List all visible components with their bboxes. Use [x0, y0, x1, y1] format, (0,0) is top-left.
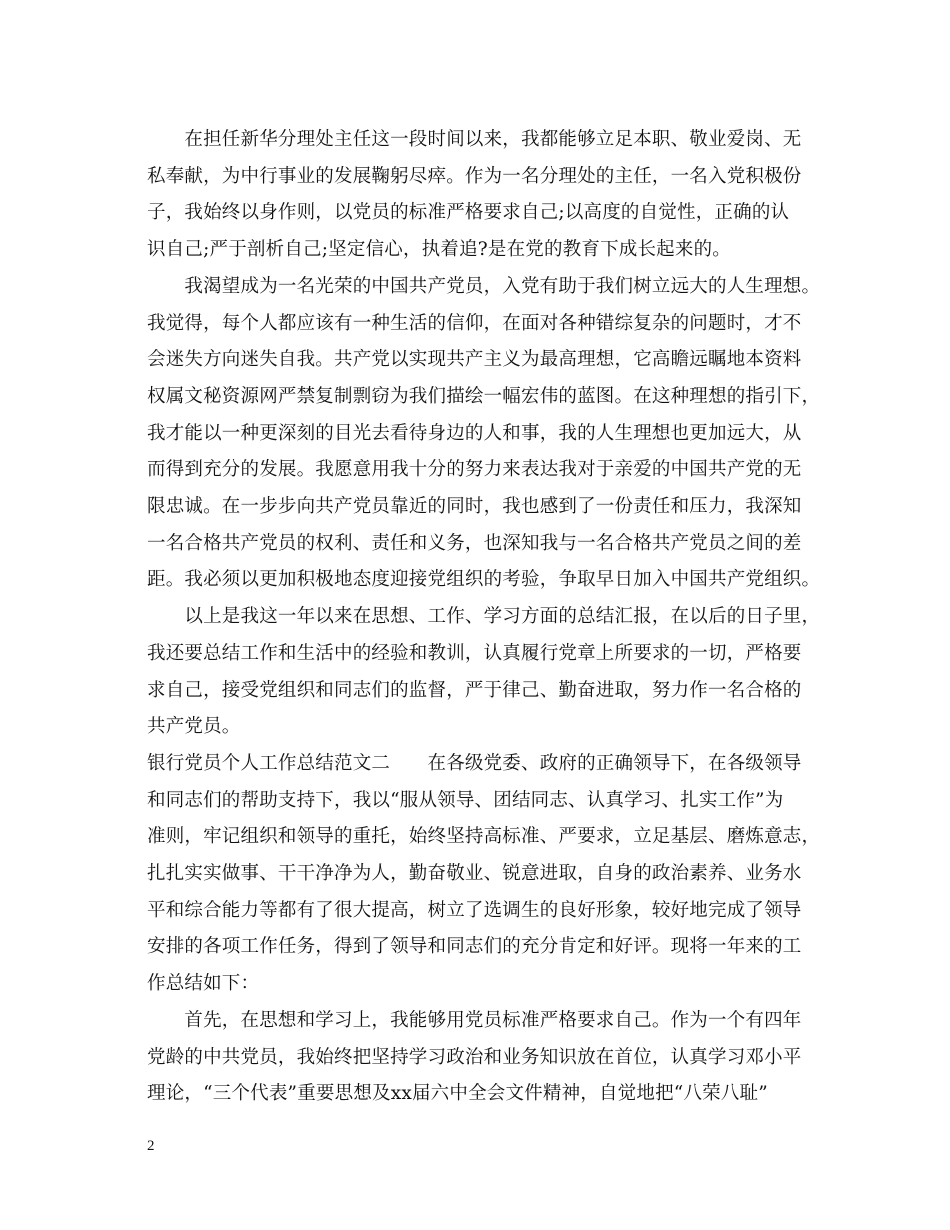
- text-line: 和同志们的帮助支持下，我以“服从领导、团结同志、认真学习、扎实工作”为: [147, 790, 784, 811]
- text-line: 识自己;严于剖析自己;坚定信心，执着追?是在党的教育下成长起来的。: [147, 239, 731, 260]
- text-line: 我才能以一种更深刻的目光去看待身边的人和事，我的人生理想也更加远大，从: [147, 423, 802, 444]
- text-line: 而得到充分的发展。我愿意用我十分的努力来表达我对于亲爱的中国共产党的无: [147, 459, 802, 480]
- text-line: 子，我始终以身作则，以党员的标准严格要求自己;以高度的自觉性，正确的认: [147, 202, 790, 223]
- text-line: 距。我必须以更加积极地态度迎接党组织的考验，争取早日加入中国共产党组织。: [147, 569, 821, 590]
- text-line: 共产党员。: [147, 716, 241, 737]
- text-line: 准则，牢记组织和领导的重托，始终坚持高标准、严要求，立足基层、磨炼意志，: [147, 826, 821, 847]
- text-line: 我渴望成为一名光荣的中国共产党员，入党有助于我们树立远大的人生理想。: [147, 276, 821, 297]
- page-number: 2: [147, 1138, 155, 1154]
- text-line: 权属文秘资源网严禁复制剽窃为我们描绘一幅宏伟的蓝图。在这种理想的指引下，: [147, 386, 821, 407]
- text-line: 我还要总结工作和生活中的经验和教训，认真履行党章上所要求的一切，严格要: [147, 643, 802, 664]
- text-line: 安排的各项工作任务，得到了领导和同志们的充分肯定和好评。现将一年来的工: [147, 936, 802, 957]
- text-line: 会迷失方向迷失自我。共产党以实现共产主义为最高理想，它高瞻远瞩地本资料: [147, 349, 802, 370]
- text-line: 理论，“三个代表”重要思想及xx届六中全会文件精神，自觉地把“八荣八耻”: [147, 1083, 768, 1104]
- text-line: 作总结如下：: [147, 973, 260, 994]
- text-line: 在担任新华分理处主任这一段时间以来，我都能够立足本职、敬业爱岗、无: [147, 129, 802, 150]
- text-line: 私奉献，为中行事业的发展鞠躬尽瘁。作为一名分理处的主任，一名入党积极份: [147, 166, 802, 187]
- text-line: 扎扎实实做事、干干净净为人，勤奋敬业、锐意进取，自身的政治素养、业务水: [147, 863, 802, 884]
- text-line: 我觉得，每个人都应该有一种生活的信仰，在面对各种错综复杂的问题时，才不: [147, 313, 802, 334]
- text-line: 求自己，接受党组织和同志们的监督，严于律己、勤奋进取，努力作一名合格的: [147, 680, 802, 701]
- text-line: 平和综合能力等都有了很大提高，树立了选调生的良好形象，较好地完成了领导: [147, 900, 802, 921]
- text-line: 一名合格共产党员的权利、责任和义务，也深知我与一名合格共产党员之间的差: [147, 533, 802, 554]
- text-line: 以上是我这一年以来在思想、工作、学习方面的总结汇报，在以后的日子里，: [147, 606, 821, 627]
- text-line: 党龄的中共党员，我始终把坚持学习政治和业务知识放在首位，认真学习邓小平: [147, 1047, 802, 1068]
- text-line: 限忠诚。在一步步向共产党员靠近的同时，我也感到了一份责任和压力，我深知: [147, 496, 802, 517]
- text-line: 银行党员个人工作总结范文二 在各级党委、政府的正确领导下，在各级领导: [147, 753, 802, 774]
- text-line: 首先，在思想和学习上，我能够用党员标准严格要求自己。作为一个有四年: [147, 1010, 802, 1031]
